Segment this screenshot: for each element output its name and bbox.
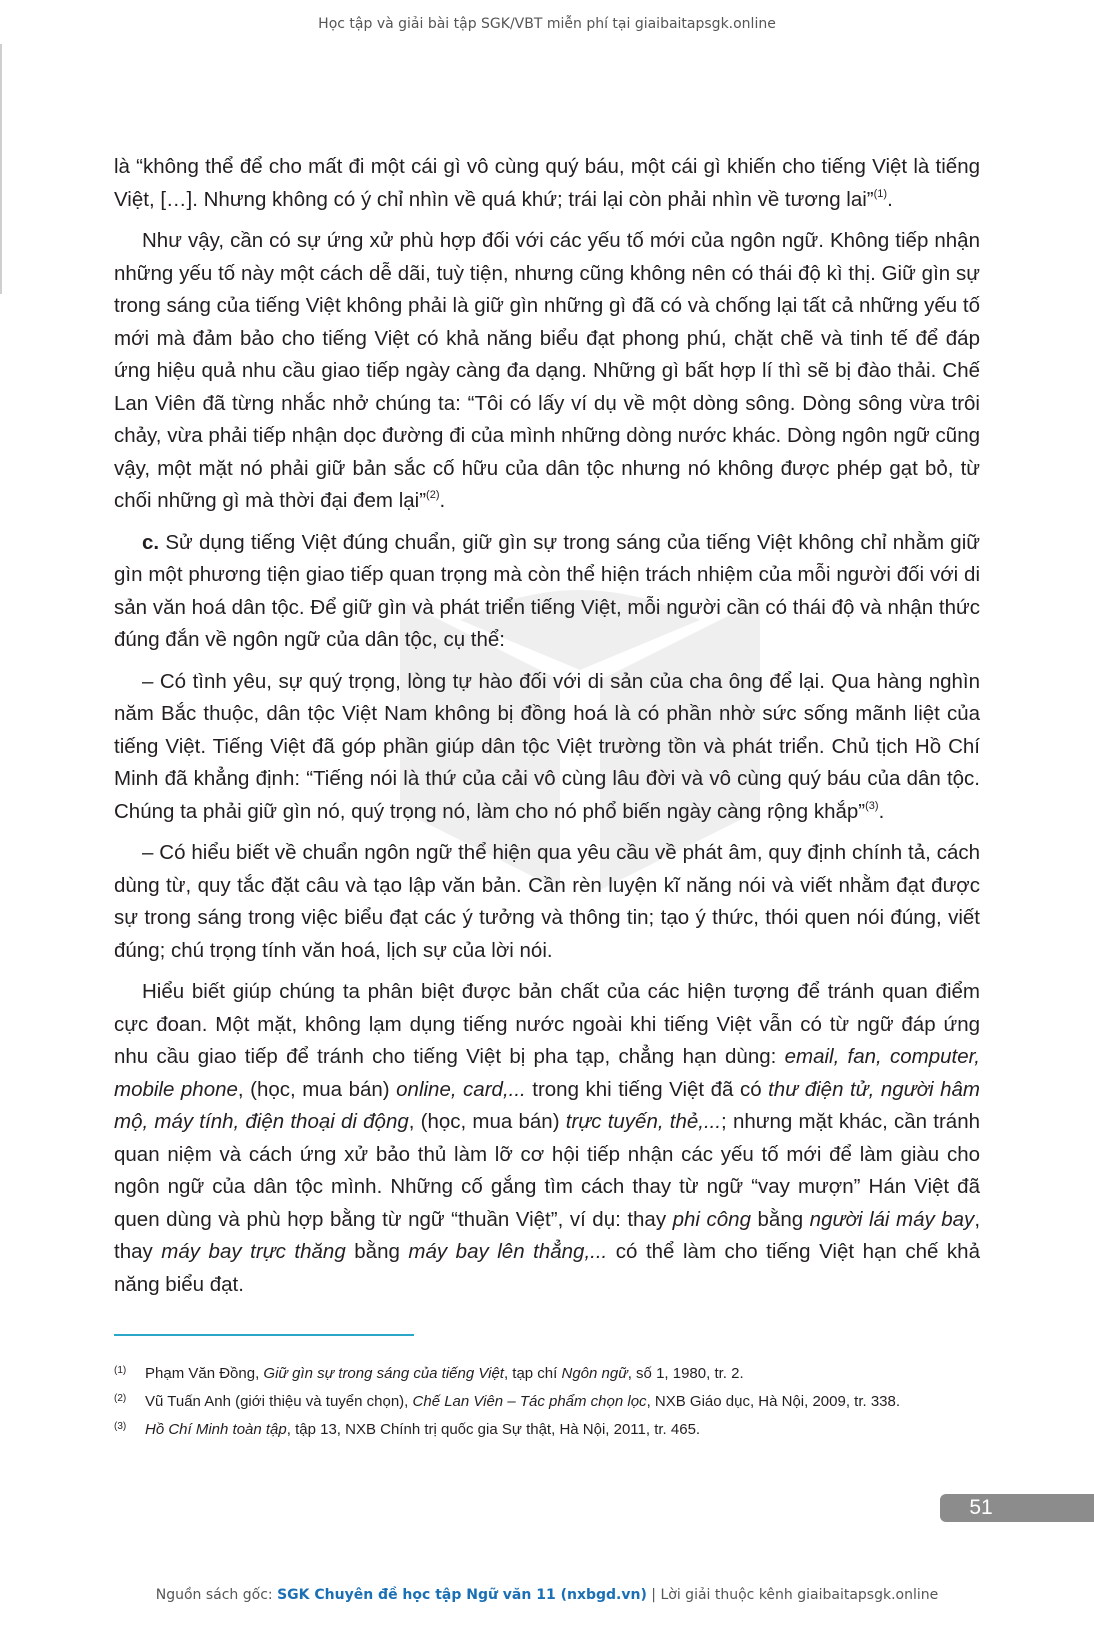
footnote-2: (2) Vũ Tuấn Anh (giới thiệu và tuyển chọn), Chế Lan Viên – Tác phẩm chọn lọc, NXB Giáo dục, Hà Nội, 2009, tr. 338. — [114, 1393, 901, 1410]
page-header: Học tập và giải bài tập SGK/VBT miễn phí tại giaibaitapsgk.online — [318, 16, 776, 32]
footnote-3: (3) Hồ Chí Minh toàn tập, tập 13, NXB Chính trị quốc gia Sự thật, Hà Nội, 2011, tr. 465. — [114, 1421, 701, 1438]
paragraph-4: – Có tình yêu, sự quý trọng, lòng tự hào đối với di sản của cha ông để lại. Qua hàng nghìn năm Bắc thuộc, dân tộc Việt Nam không bị đồng hoá là có phần nhờ sức sống mãnh liệt của tiếng Việt. Tiếng Việt đã góp phần giúp dân tộc Việt trường tồn và phát triển. Chủ tịch Hồ Chí Minh đã khẳng định: “Tiếng nói là thứ của cải vô cùng lâu đời và vô cùng quý báu của dân tộc. Chúng ta phải giữ gìn nó, quý trọng nó, làm cho nó phổ biến ngày càng rộng khắp”$^{(3)}$. — [114, 669, 980, 823]
paragraph-6: Hiểu biết giúp chúng ta phân biệt được bản chất của các hiện tượng để tránh quan điểm cực đoan. Một mặt, không lạm dụng tiếng nước ngoài khi tiếng Việt vẫn có từ ngữ đáp ứng nhu cầu giao tiếp để tránh cho tiếng Việt bị pha tạp, chẳng hạn dùng: email, fan, computer, mobile phone, (học, mua bán) online, card,... trong khi tiếng Việt đã có thư điện tử, người hâm mộ, máy tính, điện thoại di động, (học, mua bán) trực tuyến, thẻ,...; nhưng mặt khác, cần tránh quan niệm và cách ứng xử bảo thủ làm lỡ cơ hội tiếp nhận các yếu tố mới để làm giàu cho ngôn ngữ của dân tộc mình. Những cố gắng tìm cách thay từ ngữ “vay mượn” Hán Việt đã quen dùng và phù hợp bằng từ ngữ “thuần Việt”, ví dụ: thay phi công bằng người lái máy bay, thay máy bay trực thăng bằng máy bay lên thẳng,... có thể làm cho tiếng Việt hạn chế khả năng biểu đạt. — [114, 980, 981, 1296]
section-label: c. — [142, 530, 160, 554]
main-text — [114, 151, 980, 1310]
paragraph-1: là “không thể để cho mất đi một cái gì vô cùng quý báu, một cái gì khiến cho tiếng Việt là tiếng Việt, […]. Nhưng không có ý chỉ nhìn về quá khứ; trái lại còn phải nhìn về tương lai”$^{(1)}$. — [114, 155, 980, 211]
footnote-ref-1: (1) — [873, 187, 888, 200]
paragraph-2: Như vậy, cần có sự ứng xử phù hợp đối với các yếu tố mới của ngôn ngữ. Không tiếp nhận những yếu tố này một cách dễ dãi, tuỳ tiện, nhưng cũng không nên có thái độ kì thị. Giữ gìn sự trong sáng của tiếng Việt không phải là giữ gìn những gì đã có và chống lại tất cả những yếu tố mới mà đảm bảo cho tiếng Việt có khả năng biểu đạt phong phú, chặt chẽ và tinh tế để đáp ứng hiệu quả nhu cầu giao tiếp ngày càng đa dạng. Những gì bất hợp lí thì sẽ bị đào thải. Chế Lan Viên đã từng nhắc nhở chúng ta: “Tôi có lấy ví dụ về một dòng sông. Dòng sông vừa trôi chảy, vừa phải tiếp nhận dọc đường đi của mình những dòng nước khác. Dòng ngôn ngữ cũng vậy, một mặt nó phải giữ bản sắc cố hữu của dân tộc nhưng nó không được phép gạt bỏ, từ chối những gì mà thời đại đem lại”$^{(2)}$. — [114, 229, 980, 512]
page-footer: Nguồn sách gốc: SGK Chuyên đề học tập Ngữ văn 11 (nxbgd.vn) | Lời giải thuộc kênh giaibaitapsgk.online — [155, 1587, 939, 1603]
page-number: 51 — [969, 1496, 993, 1519]
footnote-divider — [114, 1334, 414, 1336]
page-number-tab — [940, 1494, 1094, 1522]
paragraph-5: – Có hiểu biết về chuẩn ngôn ngữ thể hiện qua yêu cầu về phát âm, quy định chính tả, cách dùng từ, quy tắc đặt câu và tạo lập văn bản. Cần rèn luyện kĩ năng nói và viết nhằm đạt được sự trong sáng trong việc biểu đạt các ý tưởng và thông tin; tạo ý thức, thói quen nói đúng, viết đúng; chú trọng tính văn hoá, lịch sự của lời nói. — [114, 841, 980, 962]
footnotes — [114, 1364, 1014, 1448]
left-margin-rule — [0, 44, 2, 294]
footnote-1: (1) Phạm Văn Đồng, Giữ gìn sự trong sáng của tiếng Việt, tạp chí Ngôn ngữ, số 1, 1980, tr. 2. — [114, 1365, 744, 1382]
paragraph-3: c. Sử dụng tiếng Việt đúng chuẩn, giữ gìn sự trong sáng của tiếng Việt không chỉ nhằm giữ gìn một phương tiện giao tiếp quan trọng mà còn thể hiện trách nhiệm của mỗi người đối với di sản văn hoá dân tộc. Để giữ gìn và phát triển tiếng Việt, mỗi người cần có thái độ và nhận thức đúng đắn về ngôn ngữ của dân tộc, cụ thể: — [114, 530, 980, 651]
footnote-ref-2: (2) — [426, 489, 440, 501]
footnote-ref-3: (3) — [865, 799, 879, 812]
source-book-link[interactable]: SGK Chuyên đề học tập Ngữ văn 11 (nxbgd.vn) — [277, 1587, 647, 1603]
